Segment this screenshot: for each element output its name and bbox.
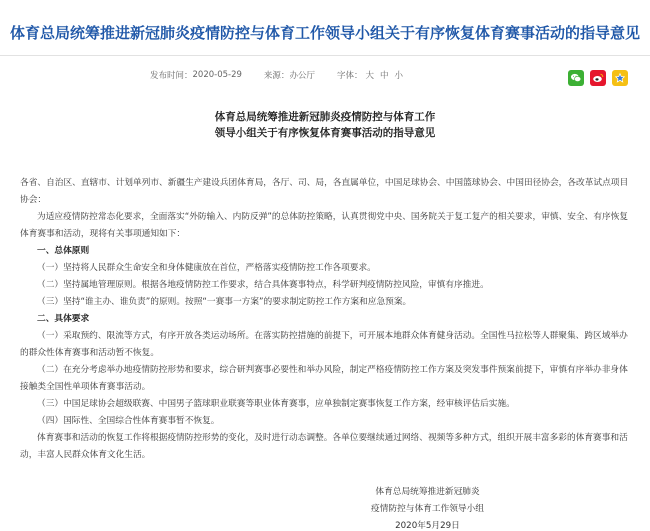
signature-line2: 疫情防控与体育工作领导小组 (371, 504, 484, 514)
list-item: （三）坚持“谁主办、谁负责”的原则。按照“一赛事一方案”的要求制定防控工作方案和应急预案。 (37, 297, 412, 307)
share-bar (568, 70, 628, 86)
wechat-icon[interactable] (568, 70, 584, 86)
document-title-line2: 领导小组关于有序恢复体育赛事活动的指导意见 (214, 127, 436, 139)
section-heading: 二、具体要求 (37, 314, 90, 324)
document-body (20, 175, 634, 464)
document-title-line1: 体育总局统筹推进新冠肺炎疫情防控与体育工作 (214, 111, 436, 123)
article-meta (150, 68, 406, 82)
addressee: 各省、自治区、直辖市、计划单列市、新疆生产建设兵团体育局，各厅、司、局，各直属单位，中国足球协会、中国篮球协会、中国田径协会，各改革试点项目协会： (20, 178, 629, 205)
weibo-icon[interactable] (590, 70, 606, 86)
font-size-label: 字体： (336, 71, 363, 81)
intro-paragraph: 为适应疫情防控常态化要求，全面落实“外防输入、内防反弹”的总体防控策略，认真贯彻党中央、国务院关于复工复产的相关要求，审慎、安全、有序恢复体育赛事和活动，现将有关事项通知如下： (20, 212, 629, 239)
list-item: （一）坚持将人民群众生命安全和身体健康放在首位，严格落实疫情防控工作各项要求。 (37, 263, 376, 273)
source-value: 办公厅 (289, 71, 315, 81)
qzone-icon[interactable] (612, 70, 628, 86)
list-item: （一）采取预约、限流等方式，有序开放各类运动场所。在落实防控措施的前提下，可开展本地群众体育健身活动。全国性马拉松等人群聚集、跨区域举办的群众性体育赛事和活动暂不恢复。 (20, 331, 628, 358)
list-item: （二）在充分考虑举办地疫情防控形势和要求，综合研判赛事必要性和举办风险，制定严格疫情防控工作方案及突发事件预案前提下，审慎有序举办非身体接触类全国性单项体育赛事活动。 (20, 365, 628, 392)
font-large-button[interactable]: 大 (365, 71, 374, 81)
section-heading: 一、总体原则 (37, 246, 90, 256)
signature-date: 2020年5月29日 (395, 521, 460, 531)
list-item: （二）坚持属地管理原则。根据各地疫情防控工作要求，结合具体赛事特点，科学研判疫情防控风险，审慎有序推进。 (37, 280, 489, 290)
divider (0, 55, 650, 56)
publish-label: 发布时间： (150, 71, 193, 81)
list-item: （四）国际性、全国综合性体育赛事暂不恢复。 (37, 416, 220, 426)
font-small-button[interactable]: 小 (394, 71, 404, 81)
article-headline: 体育总局统筹推进新冠肺炎疫情防控与体育工作领导小组关于有序恢复体育赛事活动的指导意见 (9, 24, 640, 42)
publish-date: 2020-05-29 (192, 70, 242, 80)
font-medium-button[interactable]: 中 (379, 71, 389, 81)
list-item: （三）中国足球协会超级联赛、中国男子篮球职业联赛等职业体育赛事，应单独制定赛事恢复工作方案，经审核评估后实施。 (37, 399, 515, 409)
closing-paragraph: 体育赛事和活动的恢复工作将根据疫情防控形势的变化，及时进行动态调整。各单位要继续通过网络、视频等多种方式，组织开展丰富多彩的体育赛事和活动，丰富人民群众体育文化生活。 (20, 433, 628, 460)
signature-line1: 体育总局统筹推进新冠肺炎 (375, 487, 480, 497)
source-label: 来源： (263, 71, 290, 81)
